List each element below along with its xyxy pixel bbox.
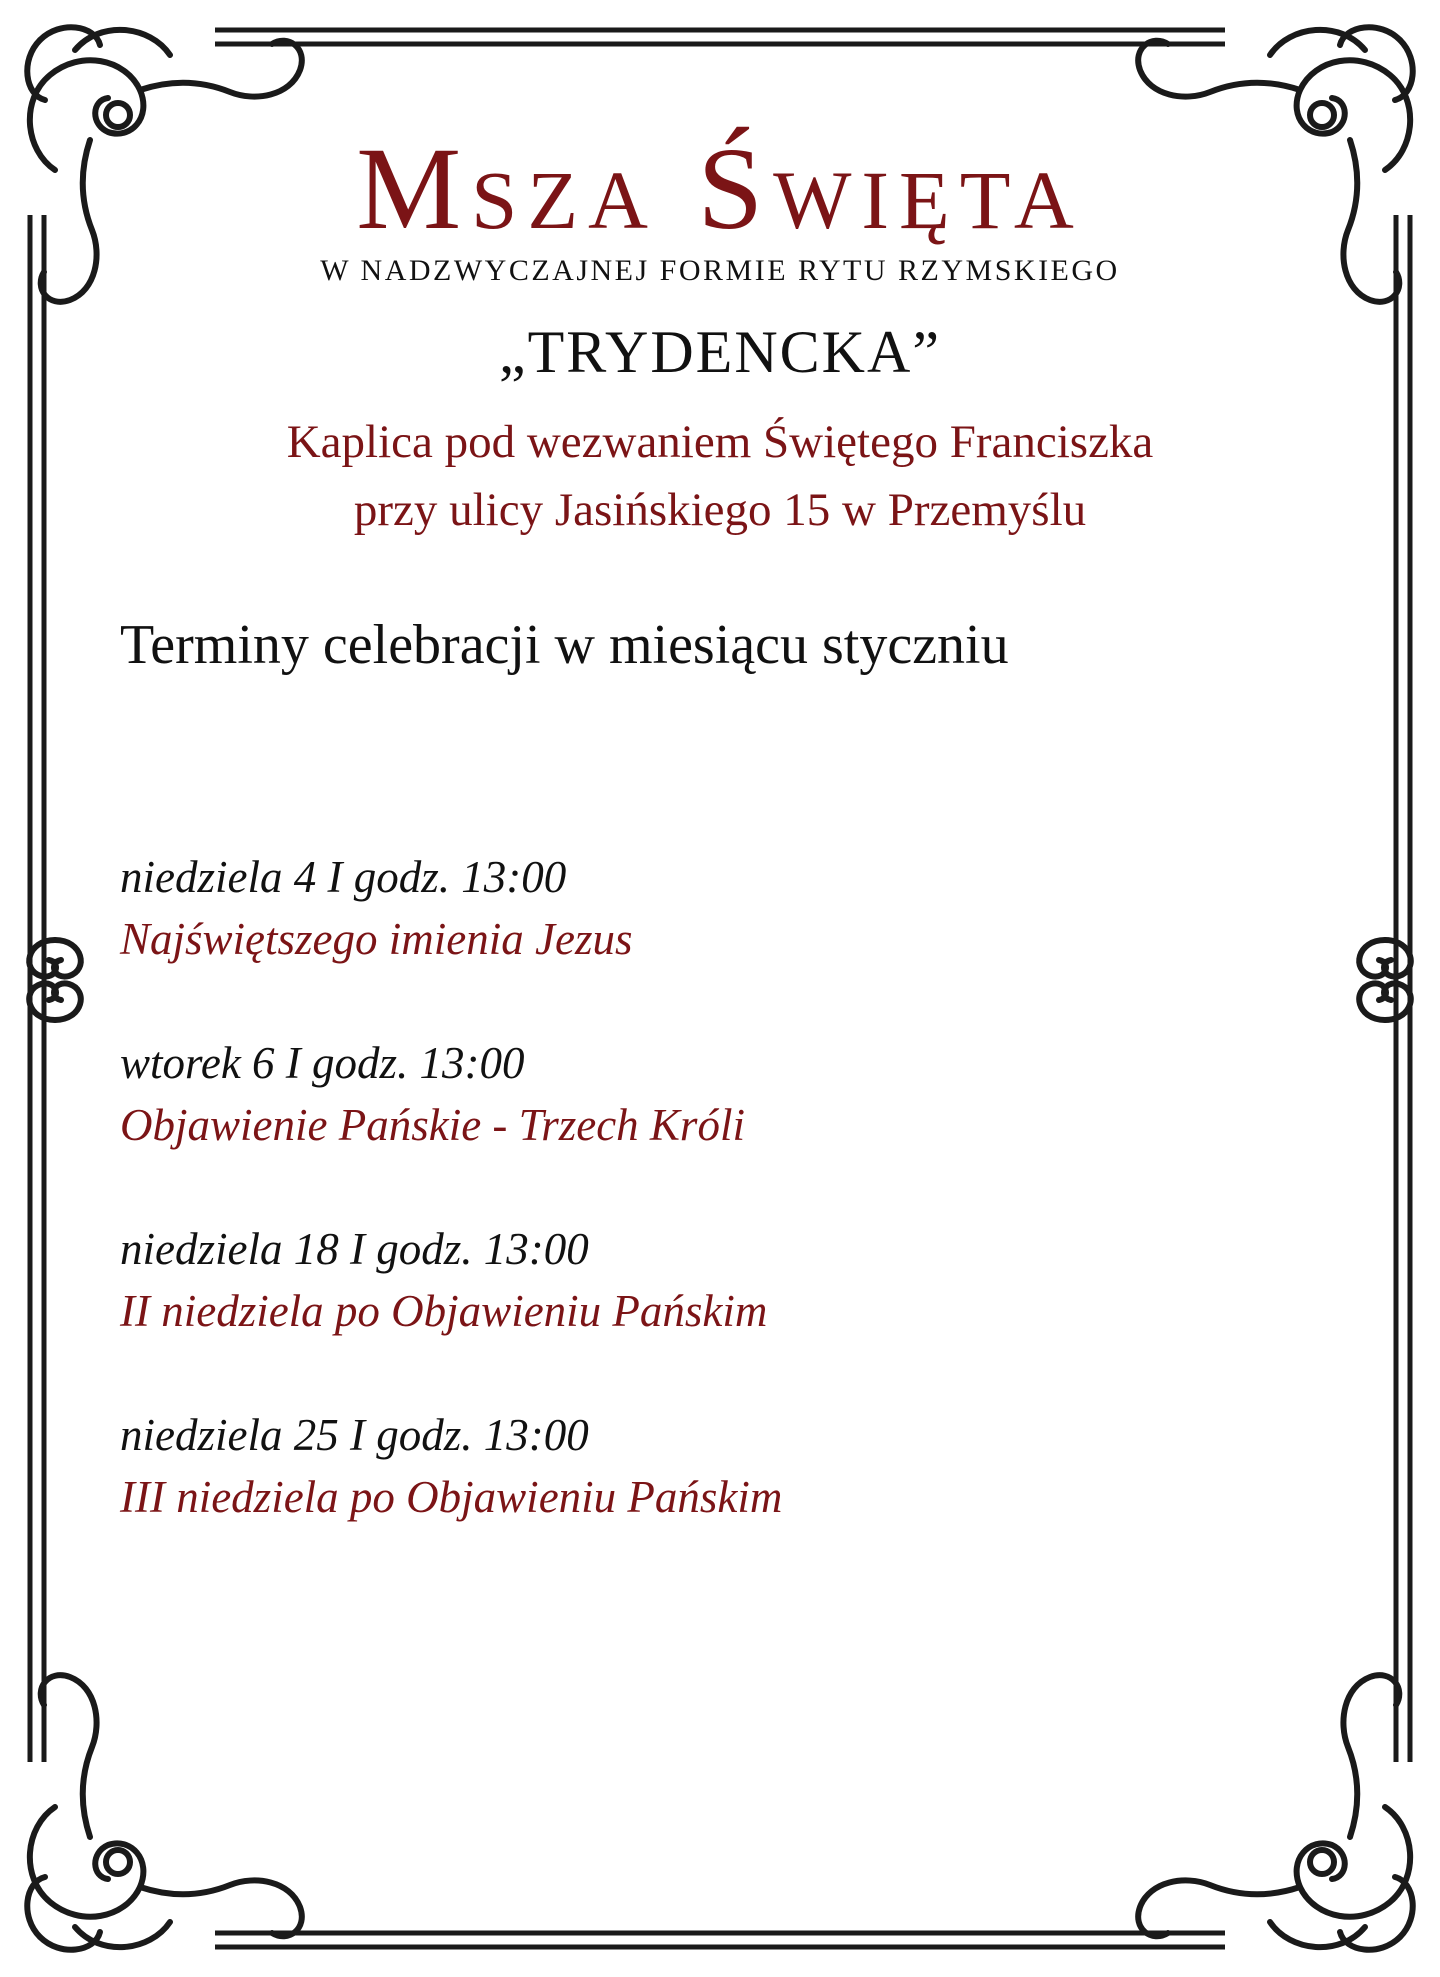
event-name: Objawienie Pańskie - Trzech Króli — [120, 1100, 745, 1150]
event-item — [120, 846, 1320, 1032]
rite-name: „TRYDENCKA” — [499, 319, 941, 385]
subtitle: W NADZWYCZAJNEJ FORMIE RYTU RZYMSKIEGO — [320, 254, 1120, 287]
event-name: III niedziela po Objawieniu Pańskim — [120, 1472, 783, 1522]
schedule-heading: Terminy celebracji w miesiącu styczniu — [120, 614, 1009, 676]
event-item — [120, 1218, 1320, 1404]
event-date: niedziela 18 I godz. 13:00 — [120, 1224, 589, 1274]
page-title: Msza Święta — [356, 123, 1084, 254]
location-line-1: Kaplica pod wezwaniem Świętego Franciszka — [286, 416, 1154, 468]
event-date: niedziela 25 I godz. 13:00 — [120, 1410, 589, 1460]
event-item — [120, 1032, 1320, 1218]
location-line-2: przy ulicy Jasińskiego 15 w Przemyślu — [353, 484, 1087, 536]
event-list — [120, 846, 1320, 1590]
event-date: niedziela 4 I godz. 13:00 — [120, 852, 567, 902]
event-date: wtorek 6 I godz. 13:00 — [120, 1038, 525, 1088]
event-name: Najświętszego imienia Jezus — [120, 914, 633, 964]
event-item — [120, 1404, 1320, 1590]
location — [0, 408, 1440, 544]
event-name: II niedziela po Objawieniu Pańskim — [120, 1286, 768, 1336]
